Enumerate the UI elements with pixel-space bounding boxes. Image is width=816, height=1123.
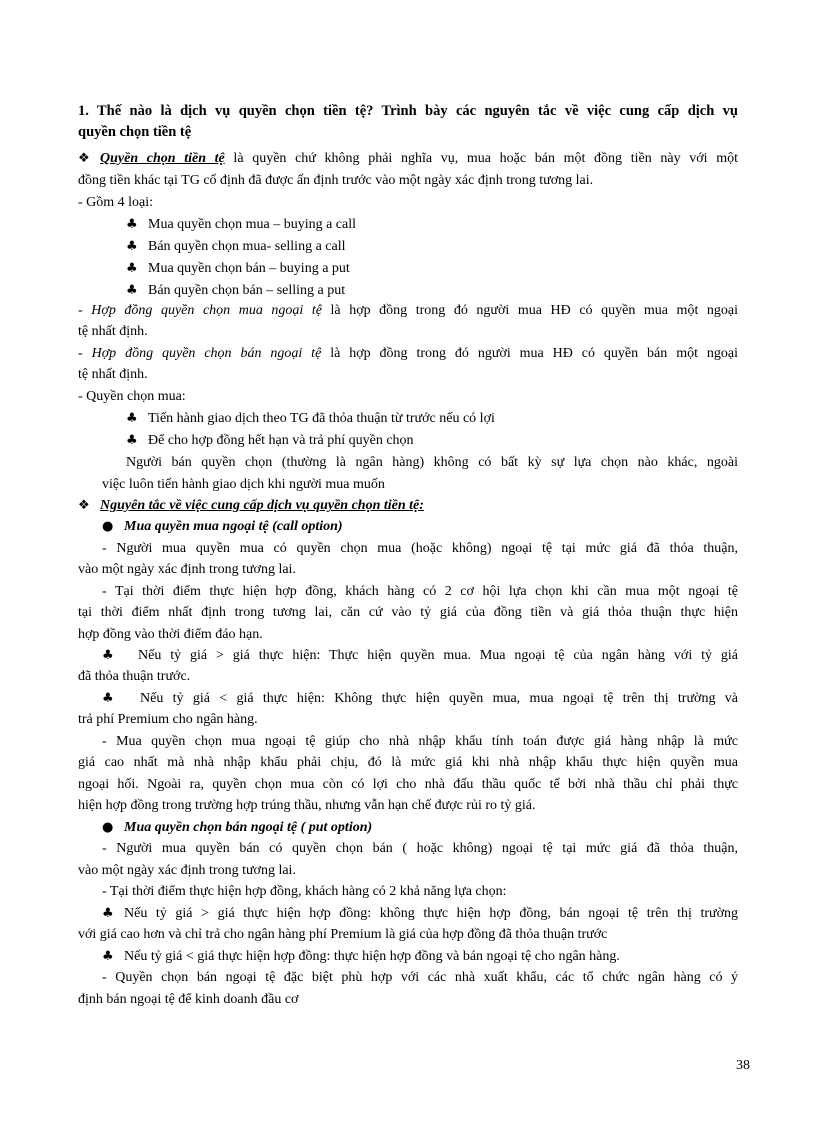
put-option-title: Mua quyền chọn bán ngoại tệ ( put option) [124, 820, 373, 835]
call-option-title-line [102, 517, 343, 537]
club-bullet-icon: ♣ [102, 691, 114, 706]
page-number: 38 [736, 1058, 750, 1073]
paragraph-line: trả phí Premium cho ngân hàng. [78, 712, 258, 727]
club-bullet-icon: ♣ [126, 433, 138, 448]
question-heading-cont: quyền chọn tiền tệ [78, 124, 192, 140]
paragraph-line: ngoại hối. Ngoài ra, quyền chọn mua còn có lợi cho nhà đấu thầu quốc tế bởi nhà thầu chỉ phải thực [78, 777, 738, 792]
paragraph-line: đã thỏa thuận trước. [78, 669, 191, 684]
dot-bullet-icon: ● [102, 519, 114, 534]
call-contract-line: - Hợp đồng quyền chọn mua ngoại tệ là hợp đồng trong đó người mua HĐ có quyền mua một ngoại [78, 303, 738, 318]
buyer-intro: - Quyền chọn mua: [78, 389, 186, 404]
put-contract-line-2: tệ nhất định. [78, 367, 148, 382]
diamond-bullet-icon: ❖ [78, 498, 90, 513]
call-option-title: Mua quyền mua ngoại tệ (call option) [124, 519, 343, 534]
list-item: ♣ Mua quyền chọn bán – buying a put [126, 259, 350, 279]
put-contract-line: - Hợp đồng quyền chọn bán ngoại tệ là hợp đồng trong đó người mua HĐ có quyền bán một ngoại [78, 346, 738, 361]
paragraph-line: tại thời điểm nhất định trong tương lai, căn cứ vào tỷ giá của đồng tiền và giá thỏa thuận thực hiện [78, 605, 738, 620]
paragraph-line: định bán ngoại tệ để kinh doanh đầu cơ [78, 992, 299, 1007]
paragraph-line: vào một ngày xác định trong tương lai. [78, 863, 296, 878]
types-intro: - Gồm 4 loại: [78, 195, 154, 210]
definition-term: Quyền chọn tiền tệ [100, 151, 225, 166]
paragraph-line: - Tại thời điểm thực hiện hợp đồng, khách hàng có 2 cơ hội lựa chọn khi cần mua một ngoại tệ [102, 584, 738, 599]
paragraph-line: ♣ Nếu tỷ giá < giá thực hiện hợp đồng: thực hiện hợp đồng và bán ngoại tệ cho ngân hàng. [102, 947, 620, 967]
definition-line-2: đồng tiền khác tại TG cố định đã được ấn định trước vào một ngày xác định trong tương lai. [78, 173, 594, 188]
put-contract-term: Hợp đồng quyền chọn bán ngoại tệ [91, 346, 322, 361]
paragraph-line: giá cao nhất mà nhà nhập khẩu phải chịu, đó là mức giá khi nhà nhập khẩu thực hiện quyền mua [78, 755, 738, 770]
put-option-title-line [102, 818, 372, 838]
seller-line: Người bán quyền chọn (thường là ngân hàng) không có bất kỳ sự lựa chọn nào khác, ngoài [126, 455, 738, 470]
question-heading: 1. Thế nào là dịch vụ quyền chọn tiền tệ? Trình bày các nguyên tắc về việc cung cấp dịch vụ [78, 103, 738, 119]
paragraph-line: ♣ Nếu tỷ giá < giá thực hiện: Không thực hiện quyền mua, mua ngoại tệ trên thị trường và [102, 689, 738, 709]
club-bullet-icon: ♣ [126, 261, 138, 276]
definition-line [78, 149, 738, 169]
club-bullet-icon: ♣ [126, 283, 138, 298]
paragraph-line: hiện hợp đồng trong trường hợp trúng thầu, nhưng vẫn hạn chế được rủi ro tỷ giá. [78, 798, 536, 813]
principles-title-line [78, 496, 424, 516]
club-bullet-icon: ♣ [102, 949, 114, 964]
club-bullet-icon: ♣ [126, 239, 138, 254]
principles-title: Nguyên tắc về việc cung cấp dịch vụ quyền chọn tiền tệ: [100, 498, 424, 513]
paragraph-line: - Người mua quyền mua có quyền chọn mua (hoặc không) ngoại tệ tại mức giá đã thỏa thuận, [102, 541, 738, 556]
club-bullet-icon: ♣ [102, 648, 114, 663]
paragraph-line: - Mua quyền chọn mua ngoại tệ giúp cho nhà nhập khẩu tính toán được giá hàng nhập là mức [102, 734, 738, 749]
paragraph-line: với giá cao hơn và chỉ trả cho ngân hàng phí Premium là giá của hợp đồng đã thỏa thuận trước [78, 927, 608, 942]
paragraph-line: vào một ngày xác định trong tương lai. [78, 562, 296, 577]
call-contract-term: Hợp đồng quyền chọn mua ngoại tệ [91, 303, 322, 318]
paragraph-line: hợp đồng vào thời điểm đáo hạn. [78, 627, 263, 642]
dot-bullet-icon: ● [102, 820, 114, 835]
list-item: ♣ Tiến hành giao dịch theo TG đã thỏa thuận từ trước nếu có lợi [126, 409, 495, 429]
club-bullet-icon: ♣ [126, 411, 138, 426]
paragraph-line: ♣ Nếu tỷ giá > giá thực hiện: Thực hiện quyền mua. Mua ngoại tệ của ngân hàng với tỷ giá [102, 646, 738, 666]
paragraph-line: - Quyền chọn bán ngoại tệ đặc biệt phù hợp với các nhà xuất khẩu, các tổ chức ngân hàng có ý [102, 970, 738, 985]
paragraph-line: - Người mua quyền bán có quyền chọn bán ( hoặc không) ngoại tệ tại mức giá đã thỏa thuận, [102, 841, 738, 856]
diamond-bullet-icon: ❖ [78, 151, 90, 166]
list-item: ♣ Bán quyền chọn mua- selling a call [126, 237, 346, 257]
paragraph-line: ♣ Nếu tỷ giá > giá thực hiện hợp đồng: không thực hiện hợp đồng, bán ngoại tệ trên thị trường [102, 904, 738, 924]
call-contract-line-2: tệ nhất định. [78, 324, 148, 339]
list-item: ♣ Để cho hợp đồng hết hạn và trả phí quyền chọn [126, 431, 414, 451]
list-item: ♣ Mua quyền chọn mua – buying a call [126, 215, 356, 235]
seller-line-2: việc luôn tiến hành giao dịch khi người mua muốn [102, 477, 385, 492]
paragraph-line: - Tại thời điểm thực hiện hợp đồng, khách hàng có 2 khả năng lựa chọn: [102, 884, 507, 899]
club-bullet-icon: ♣ [126, 217, 138, 232]
definition-text: là quyền chứ không phải nghĩa vụ, mua hoặc bán một đồng tiền này với một [224, 151, 738, 166]
club-bullet-icon: ♣ [102, 906, 114, 921]
list-item: ♣ Bán quyền chọn bán – selling a put [126, 281, 345, 301]
